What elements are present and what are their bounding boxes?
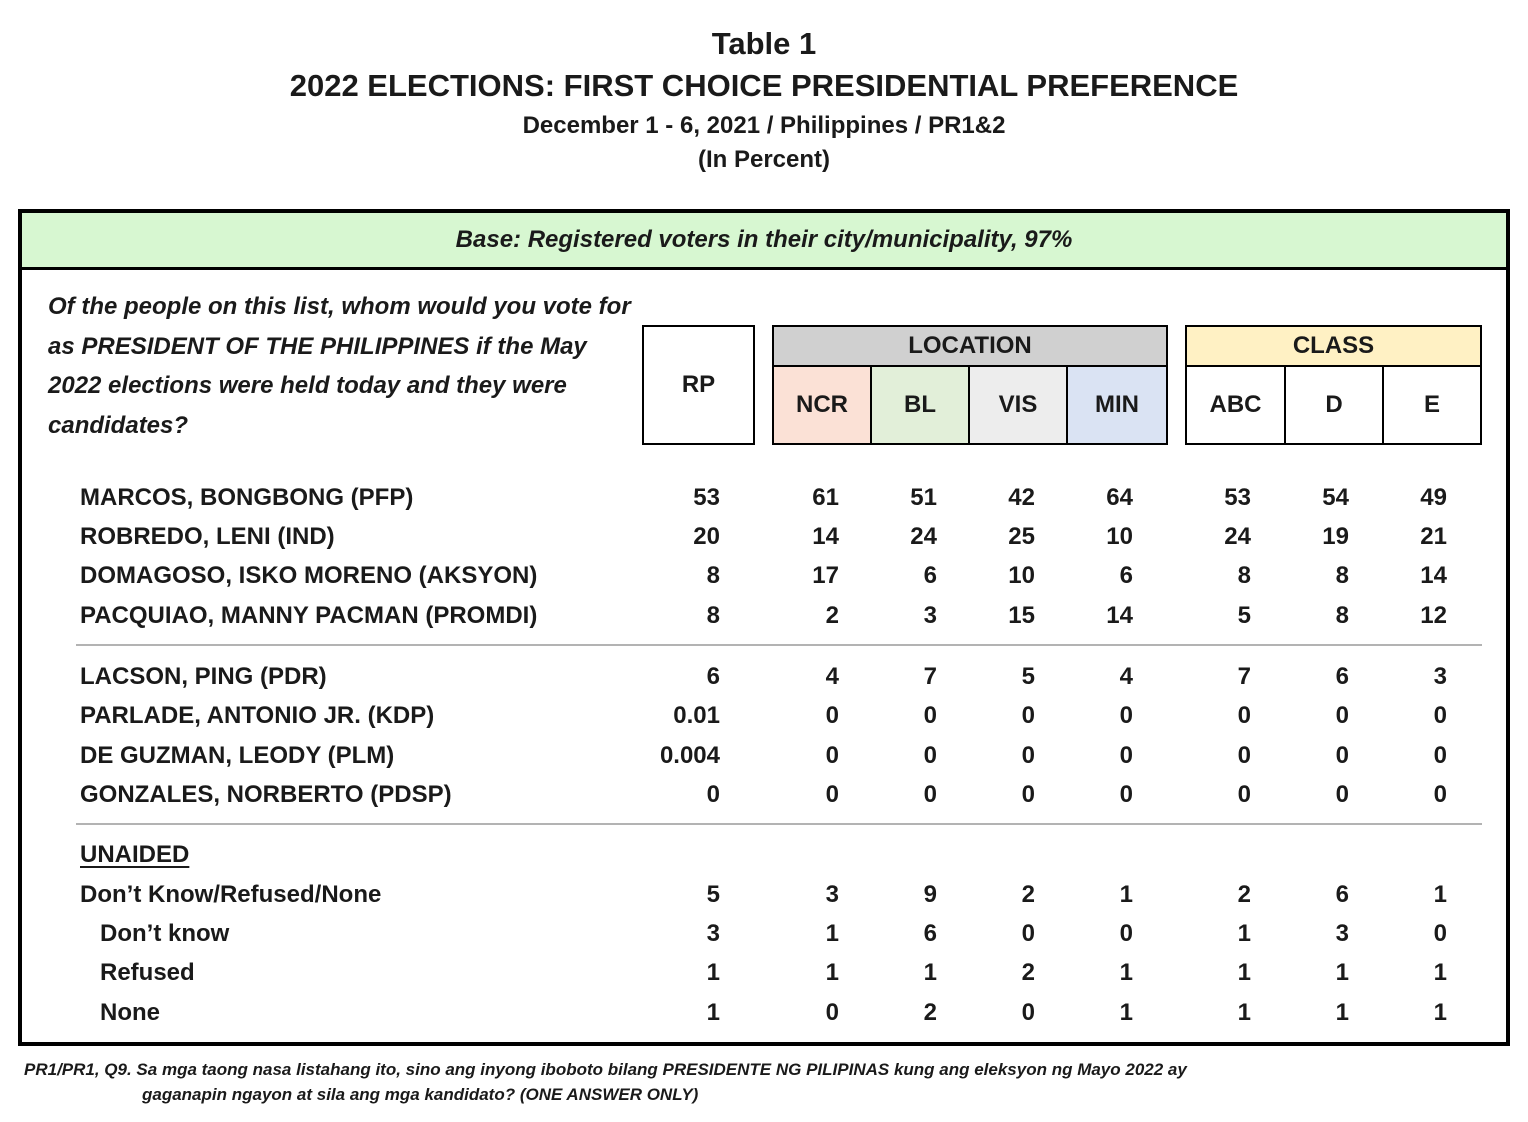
header-class-label: CLASS <box>1292 332 1375 359</box>
header-bl-label: BL <box>904 391 936 418</box>
cell-abc: 1 <box>1237 920 1251 947</box>
cell-rp: 20 <box>693 523 720 550</box>
row-label: MARCOS, BONGBONG (PFP) <box>80 484 414 511</box>
cell-e: 49 <box>1420 484 1447 511</box>
row-label: DOMAGOSO, ISKO MORENO (AKSYON) <box>80 562 538 589</box>
cell-rp: 6 <box>706 663 720 690</box>
table-row <box>22 916 1506 952</box>
cell-d: 6 <box>1335 881 1349 908</box>
cell-bl: 6 <box>923 920 937 947</box>
cell-min: 1 <box>1119 959 1133 986</box>
row-label: PARLADE, ANTONIO JR. (KDP) <box>80 702 435 729</box>
cell-vis: 0 <box>1021 999 1035 1026</box>
table-label: Table 1 <box>711 26 817 61</box>
cell-ncr: 0 <box>825 702 839 729</box>
header-d-label: D <box>1325 391 1343 418</box>
cell-min: 4 <box>1119 663 1133 690</box>
header-class-group <box>1185 325 1482 367</box>
header-bl <box>870 365 970 445</box>
cell-bl: 9 <box>923 881 937 908</box>
table-row <box>22 995 1506 1031</box>
cell-d: 8 <box>1335 602 1349 629</box>
cell-d: 0 <box>1335 702 1349 729</box>
cell-rp: 1 <box>706 999 720 1026</box>
cell-e: 21 <box>1420 523 1447 550</box>
cell-ncr: 4 <box>825 663 839 690</box>
table-row <box>22 558 1506 594</box>
cell-bl: 2 <box>923 999 937 1026</box>
cell-abc: 1 <box>1237 959 1251 986</box>
header-e <box>1382 365 1482 445</box>
cell-rp: 0.01 <box>673 702 720 729</box>
cell-min: 64 <box>1106 484 1133 511</box>
cell-abc: 7 <box>1237 663 1251 690</box>
cell-rp: 8 <box>706 562 720 589</box>
cell-d: 6 <box>1335 663 1349 690</box>
cell-bl: 0 <box>923 742 937 769</box>
cell-ncr: 61 <box>812 484 839 511</box>
cell-d: 0 <box>1335 742 1349 769</box>
header-location-group <box>772 325 1168 367</box>
header-ncr <box>772 365 872 445</box>
row-label: LACSON, PING (PDR) <box>80 663 327 690</box>
cell-rp: 0.004 <box>659 742 720 769</box>
row-label: GONZALES, NORBERTO (PDSP) <box>80 781 452 808</box>
cell-e: 1 <box>1433 959 1447 986</box>
cell-min: 0 <box>1119 920 1133 947</box>
header-min <box>1066 365 1168 445</box>
cell-rp: 5 <box>706 881 720 908</box>
row-label: ROBREDO, LENI (IND) <box>80 523 335 550</box>
header-location-label: LOCATION <box>908 332 1032 359</box>
table-row <box>22 777 1506 813</box>
cell-d: 3 <box>1335 920 1349 947</box>
survey-question: Of the people on this list, whom would you vote for as PRESIDENT OF THE PHILIPPINES if the May 2022 elections were held today and they were candidates? <box>48 293 631 439</box>
cell-d: 54 <box>1322 484 1349 511</box>
footnote <box>24 1057 1504 1107</box>
header-abc-label: ABC <box>1209 391 1262 418</box>
row-label: Refused <box>100 959 195 986</box>
cell-e: 1 <box>1433 999 1447 1026</box>
cell-d: 19 <box>1322 523 1349 550</box>
cell-vis: 0 <box>1021 781 1035 808</box>
header-min-label: MIN <box>1095 391 1139 418</box>
cell-ncr: 0 <box>825 742 839 769</box>
cell-e: 12 <box>1420 602 1447 629</box>
header-ncr-label: NCR <box>796 391 848 418</box>
base-bar: Base: Registered voters in their city/municipality, 97% <box>22 213 1506 270</box>
cell-ncr: 3 <box>825 881 839 908</box>
cell-min: 0 <box>1119 742 1133 769</box>
table-title: 2022 ELECTIONS: FIRST CHOICE PRESIDENTIAL PREFERENCE <box>289 68 1239 103</box>
footnote-line-1: PR1/PR1, Q9. Sa mga taong nasa listahang ito, sino ang inyong iboboto bilang PRESIDENTE NG PILIPINAS kung ang eleksyon ng Mayo 2022 ay <box>24 1060 1187 1079</box>
cell-ncr: 2 <box>825 602 839 629</box>
cell-abc: 0 <box>1237 702 1251 729</box>
cell-bl: 7 <box>923 663 937 690</box>
row-label: None <box>100 999 160 1026</box>
table-row <box>22 738 1506 774</box>
cell-e: 3 <box>1433 663 1447 690</box>
footnote-line-2: gaganapin ngayon at sila ang mga kandidato? (ONE ANSWER ONLY) <box>142 1085 699 1104</box>
cell-bl: 0 <box>923 781 937 808</box>
cell-bl: 3 <box>923 602 937 629</box>
row-label: PACQUIAO, MANNY PACMAN (PROMDI) <box>80 602 538 629</box>
cell-bl: 24 <box>910 523 937 550</box>
cell-abc: 0 <box>1237 781 1251 808</box>
header-rp <box>642 325 755 445</box>
group-separator <box>76 644 1482 646</box>
table-row <box>22 519 1506 555</box>
table-row <box>22 877 1506 913</box>
cell-bl: 6 <box>923 562 937 589</box>
table-row <box>22 698 1506 734</box>
cell-vis: 25 <box>1008 523 1035 550</box>
cell-rp: 0 <box>706 781 720 808</box>
cell-bl: 0 <box>923 702 937 729</box>
cell-e: 0 <box>1433 920 1447 947</box>
table-row <box>22 659 1506 695</box>
cell-ncr: 17 <box>812 562 839 589</box>
cell-abc: 24 <box>1224 523 1251 550</box>
row-label: Don’t Know/Refused/None <box>80 881 382 908</box>
cell-ncr: 14 <box>812 523 839 550</box>
cell-vis: 0 <box>1021 920 1035 947</box>
table-frame <box>18 209 1510 1046</box>
cell-min: 0 <box>1119 702 1133 729</box>
cell-min: 1 <box>1119 999 1133 1026</box>
cell-vis: 0 <box>1021 702 1035 729</box>
cell-d: 1 <box>1335 999 1349 1026</box>
cell-vis: 42 <box>1008 484 1035 511</box>
cell-abc: 8 <box>1237 562 1251 589</box>
header-rp-label: RP <box>681 371 716 398</box>
cell-e: 1 <box>1433 881 1447 908</box>
cell-d: 0 <box>1335 781 1349 808</box>
group-separator <box>76 823 1482 825</box>
cell-e: 0 <box>1433 702 1447 729</box>
cell-abc: 2 <box>1237 881 1251 908</box>
table-subtitle: December 1 - 6, 2021 / Philippines / PR1&2 <box>522 112 1006 139</box>
cell-e: 0 <box>1433 742 1447 769</box>
cell-rp: 3 <box>706 920 720 947</box>
cell-vis: 10 <box>1008 562 1035 589</box>
cell-e: 0 <box>1433 781 1447 808</box>
cell-ncr: 0 <box>825 781 839 808</box>
header-abc <box>1185 365 1286 445</box>
header-e-label: E <box>1423 391 1440 418</box>
cell-abc: 53 <box>1224 484 1251 511</box>
cell-min: 10 <box>1106 523 1133 550</box>
cell-abc: 0 <box>1237 742 1251 769</box>
header-vis <box>968 365 1068 445</box>
cell-rp: 1 <box>706 959 720 986</box>
cell-ncr: 1 <box>825 959 839 986</box>
table-unit: (In Percent) <box>697 146 831 173</box>
cell-vis: 5 <box>1021 663 1035 690</box>
cell-rp: 8 <box>706 602 720 629</box>
cell-min: 6 <box>1119 562 1133 589</box>
row-label: DE GUZMAN, LEODY (PLM) <box>80 742 395 769</box>
table-row <box>22 598 1506 634</box>
cell-bl: 51 <box>910 484 937 511</box>
header-d <box>1284 365 1384 445</box>
cell-min: 14 <box>1106 602 1133 629</box>
row-label: Don’t know <box>100 920 230 947</box>
table-row <box>22 480 1506 516</box>
cell-vis: 15 <box>1008 602 1035 629</box>
cell-rp: 53 <box>693 484 720 511</box>
cell-bl: 1 <box>923 959 937 986</box>
cell-vis: 2 <box>1021 959 1035 986</box>
table-row <box>22 955 1506 991</box>
cell-vis: 2 <box>1021 881 1035 908</box>
cell-ncr: 0 <box>825 999 839 1026</box>
cell-abc: 1 <box>1237 999 1251 1026</box>
cell-e: 14 <box>1420 562 1447 589</box>
cell-ncr: 1 <box>825 920 839 947</box>
cell-d: 8 <box>1335 562 1349 589</box>
section-heading-row <box>22 837 1506 873</box>
cell-min: 0 <box>1119 781 1133 808</box>
cell-abc: 5 <box>1237 602 1251 629</box>
cell-vis: 0 <box>1021 742 1035 769</box>
cell-d: 1 <box>1335 959 1349 986</box>
header-vis-label: VIS <box>998 391 1038 418</box>
section-heading: UNAIDED <box>80 841 190 868</box>
cell-min: 1 <box>1119 881 1133 908</box>
